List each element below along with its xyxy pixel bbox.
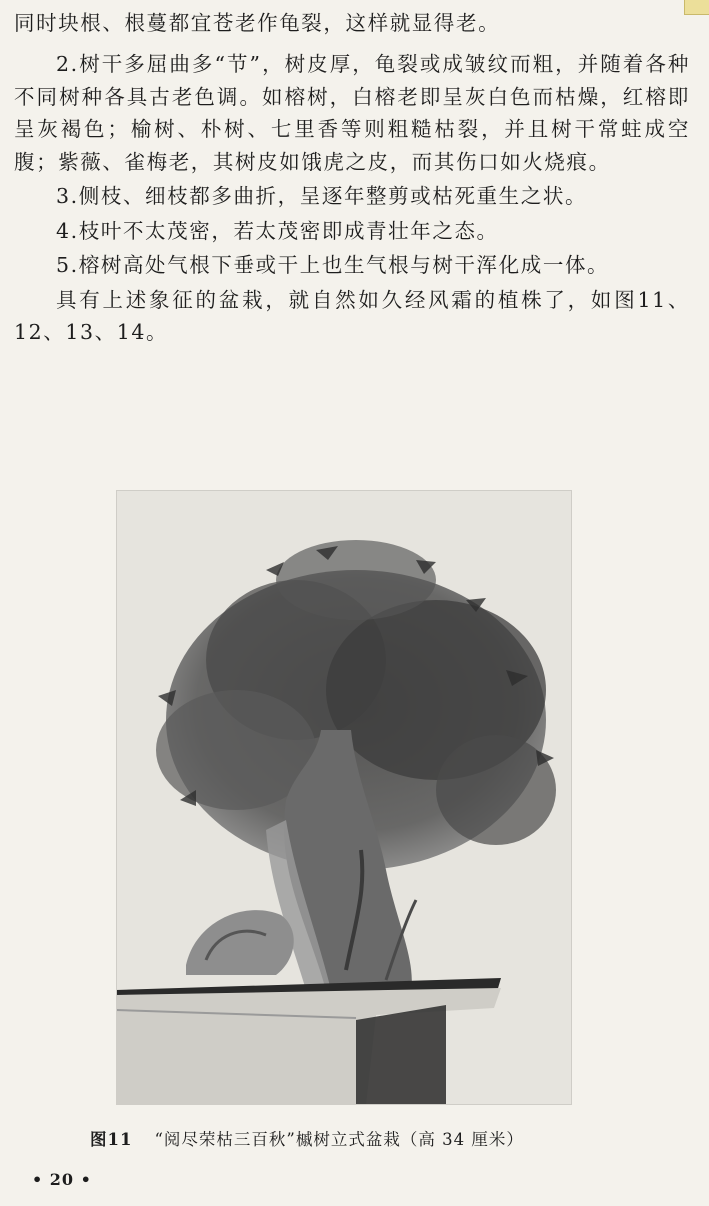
figure-caption: [90, 1126, 610, 1150]
paragraph-conclusion: 具有上述象征的盆栽，就自然如久经风霜的植株了，如图11、12、13、14。: [14, 287, 690, 344]
figure-number: 图11: [90, 1130, 133, 1149]
bonsai-photo-illustration: [116, 490, 572, 1105]
paragraph-4: 4.枝叶不太茂密，若太茂密即成青壮年之态。: [56, 218, 499, 243]
page-number: • 20 •: [32, 1170, 92, 1189]
paragraph-3: 3.侧枝、细枝都多曲折，呈逐年整剪或枯死重生之状。: [56, 184, 588, 208]
continuation-line: 同时块根、根蔓都宜苍老作龟裂，这样就显得老。: [14, 11, 501, 35]
paragraph-2: 2.树干多屈曲多“节”，树皮厚，龟裂或成皱纹而粗，并随着各种不同树种各具古老色调。如榕树，白榕老即呈灰白色而枯燥，红榕即呈灰褐色；榆树、朴树、七里香等则粗糙枯裂，并且树干常蛀成空腹；紫薇、雀梅老，其树皮如饿虎之皮，而其伤口如火烧痕。: [14, 52, 690, 174]
paragraph-5: 5.榕树高处气根下垂或干上也生气根与树干浑化成一体。: [56, 253, 610, 277]
figure-caption-text: “阅尽荣枯三百秋”槭树立式盆栽（高 34 厘米）: [154, 1130, 524, 1149]
bonsai-photo: [116, 490, 572, 1105]
corner-tab: [684, 0, 709, 15]
body-text: [14, 48, 690, 349]
